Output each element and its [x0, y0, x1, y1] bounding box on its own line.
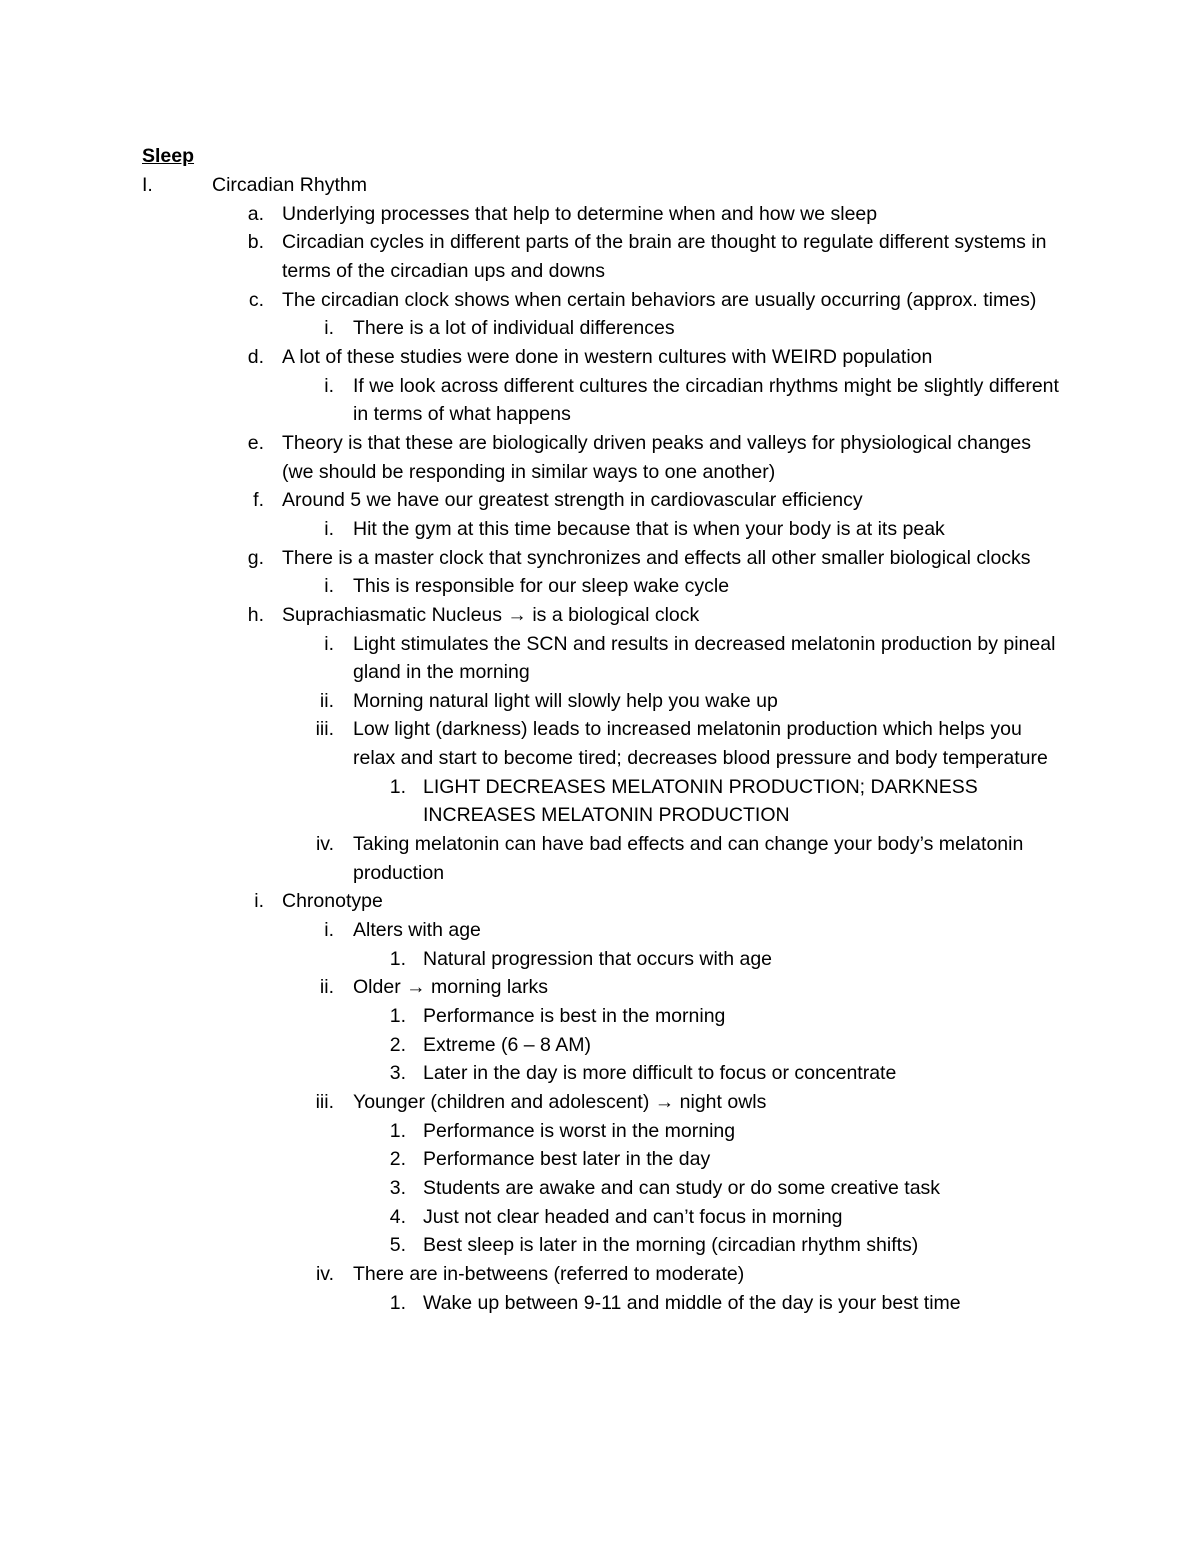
outline-item-marker: 1. — [389, 1005, 406, 1028]
outline-item — [0, 1117, 1200, 1146]
outline-item-text: Best sleep is later in the morning (circadian rhythm shifts) — [423, 1234, 919, 1257]
outline-item-text: Low light (darkness) leads to increased melatonin production which helps you relax and start to become tired; decreases blood pressure and body temperature — [353, 718, 1048, 770]
outline-item — [0, 1231, 1200, 1260]
outline-item-marker: 5. — [389, 1234, 406, 1257]
outline-item-text: Around 5 we have our greatest strength in cardiovascular efficiency — [282, 489, 863, 512]
outline-item-text: Performance is best in the morning — [423, 1005, 726, 1028]
outline-item-marker: 1. — [389, 1291, 406, 1314]
outline-item — [0, 630, 1200, 687]
outline-item-text: This is responsible for our sleep wake cycle — [353, 575, 730, 598]
outline-item-marker: I. — [142, 174, 153, 196]
outline-item — [0, 515, 1200, 544]
outline-item-marker: iv. — [315, 1262, 334, 1285]
outline-item — [0, 687, 1200, 716]
outline-item-text: There is a master clock that synchronizes and effects all other smaller biological clocks — [282, 546, 1031, 569]
outline-item — [0, 1002, 1200, 1031]
outline-item — [0, 200, 1200, 229]
outline-item-text: If we look across different cultures the circadian rhythms might be slightly different in terms of what happens — [353, 374, 1059, 426]
outline-item — [0, 1203, 1200, 1232]
outline-item — [0, 314, 1200, 343]
outline-item — [0, 916, 1200, 945]
document-title: Sleep — [142, 145, 195, 167]
outline-item — [0, 1088, 1200, 1117]
outline-list — [0, 171, 1200, 1317]
outline-item-text: Just not clear headed and can’t focus in morning — [423, 1205, 843, 1228]
outline-item-marker: 3. — [389, 1176, 406, 1199]
outline-item — [0, 1145, 1200, 1174]
outline-item-marker: 3. — [389, 1062, 406, 1085]
outline-item — [0, 429, 1200, 486]
outline-item-marker: i. — [324, 632, 334, 655]
outline-item-marker: i. — [254, 890, 264, 913]
outline-item-text: Taking melatonin can have bad effects and can change your body’s melatonin production — [353, 833, 1024, 884]
outline-item-marker: d. — [247, 345, 264, 368]
outline-item — [0, 343, 1200, 372]
outline-item-text: Wake up between 9-11 and middle of the day is your best time — [423, 1291, 961, 1314]
outline-item — [0, 601, 1200, 630]
outline-item-marker: iii. — [315, 1091, 334, 1113]
outline-item-text: Light stimulates the SCN and results in decreased melatonin production by pineal gland in the morning — [353, 632, 1056, 684]
outline-item-text: Performance is worst in the morning — [423, 1119, 736, 1142]
outline-item-marker: b. — [247, 231, 264, 254]
outline-item-marker: 1. — [389, 1119, 406, 1142]
outline-item — [0, 945, 1200, 974]
outline-item-text: There are in-betweens (referred to moderate) — [353, 1262, 745, 1285]
outline-item-text: Suprachiasmatic Nucleus → is a biological clock — [282, 603, 700, 626]
outline-item-marker: iii. — [315, 718, 334, 741]
outline-item — [0, 715, 1200, 772]
outline-item-text: Natural progression that occurs with age — [423, 947, 773, 970]
outline-item-marker: 4. — [389, 1205, 406, 1228]
outline-item — [0, 286, 1200, 315]
outline-item-text: There is a lot of individual differences — [353, 317, 675, 340]
outline-item — [0, 372, 1200, 429]
outline-item — [0, 1031, 1200, 1060]
outline-item-marker: i. — [324, 374, 334, 397]
outline-item-marker: i. — [324, 575, 334, 598]
outline-item-text: Later in the day is more difficult to focus or concentrate — [423, 1062, 897, 1085]
outline-item-marker: f. — [253, 489, 264, 512]
outline-item — [0, 544, 1200, 573]
outline-item-text: Circadian cycles in different parts of the brain are thought to regulate different systems in terms of the circadian ups and downs — [282, 231, 1047, 282]
outline-item — [0, 171, 1200, 200]
outline-item — [0, 1289, 1200, 1318]
outline-item — [0, 773, 1200, 830]
outline-item-marker: c. — [248, 288, 264, 311]
outline-item-text: Extreme (6 – 8 AM) — [423, 1033, 591, 1056]
outline-item-text: Morning natural light will slowly help you wake up — [353, 689, 778, 712]
outline-item-marker: ii. — [319, 976, 334, 999]
outline-item — [0, 572, 1200, 601]
outline-item-marker: h. — [247, 603, 264, 626]
outline-item-text: Hit the gym at this time because that is when your body is at its peak — [353, 517, 945, 540]
outline-item-marker: 1. — [389, 947, 406, 970]
outline-item-text: Circadian Rhythm — [212, 174, 367, 196]
outline-item-marker: 1. — [389, 775, 406, 798]
outline-item-text: Older → morning larks — [353, 976, 549, 999]
outline-item-marker: a. — [247, 202, 264, 225]
outline-item-marker: i. — [324, 919, 334, 942]
outline-item-marker: 2. — [389, 1148, 406, 1171]
outline-item-marker: i. — [324, 517, 334, 540]
outline-item-marker: ii. — [319, 689, 334, 712]
outline-item — [0, 486, 1200, 515]
outline-item — [0, 830, 1200, 887]
outline-item — [0, 1059, 1200, 1088]
outline-item-text: LIGHT DECREASES MELATONIN PRODUCTION; DARKNESS INCREASES MELATONIN PRODUCTION — [423, 775, 978, 827]
outline-item-marker: e. — [247, 431, 264, 454]
outline-item-text: Students are awake and can study or do some creative task — [423, 1176, 941, 1199]
outline-item — [0, 887, 1200, 916]
outline-item-marker: iv. — [315, 833, 334, 856]
outline-item-marker: 2. — [389, 1033, 406, 1056]
outline-item-marker: g. — [247, 546, 264, 569]
outline-item — [0, 1260, 1200, 1289]
outline-item — [0, 1174, 1200, 1203]
outline-item-text: Chronotype — [282, 890, 383, 913]
outline-item-marker: i. — [324, 317, 334, 340]
outline-item-text: Underlying processes that help to determine when and how we sleep — [282, 202, 878, 225]
outline-item — [0, 973, 1200, 1002]
outline-item-text: Younger (children and adolescent) → night owls — [353, 1091, 767, 1113]
outline-item-text: Alters with age — [353, 919, 481, 942]
outline-item — [0, 228, 1200, 285]
outline-item-text: A lot of these studies were done in western cultures with WEIRD population — [282, 345, 933, 368]
outline-item-text: Performance best later in the day — [423, 1148, 711, 1171]
outline-item-text: The circadian clock shows when certain behaviors are usually occurring (approx. times) — [282, 288, 1037, 311]
outline-item-text: Theory is that these are biologically driven peaks and valleys for physiological changes (we should be responding in similar ways to one another) — [282, 431, 1031, 483]
